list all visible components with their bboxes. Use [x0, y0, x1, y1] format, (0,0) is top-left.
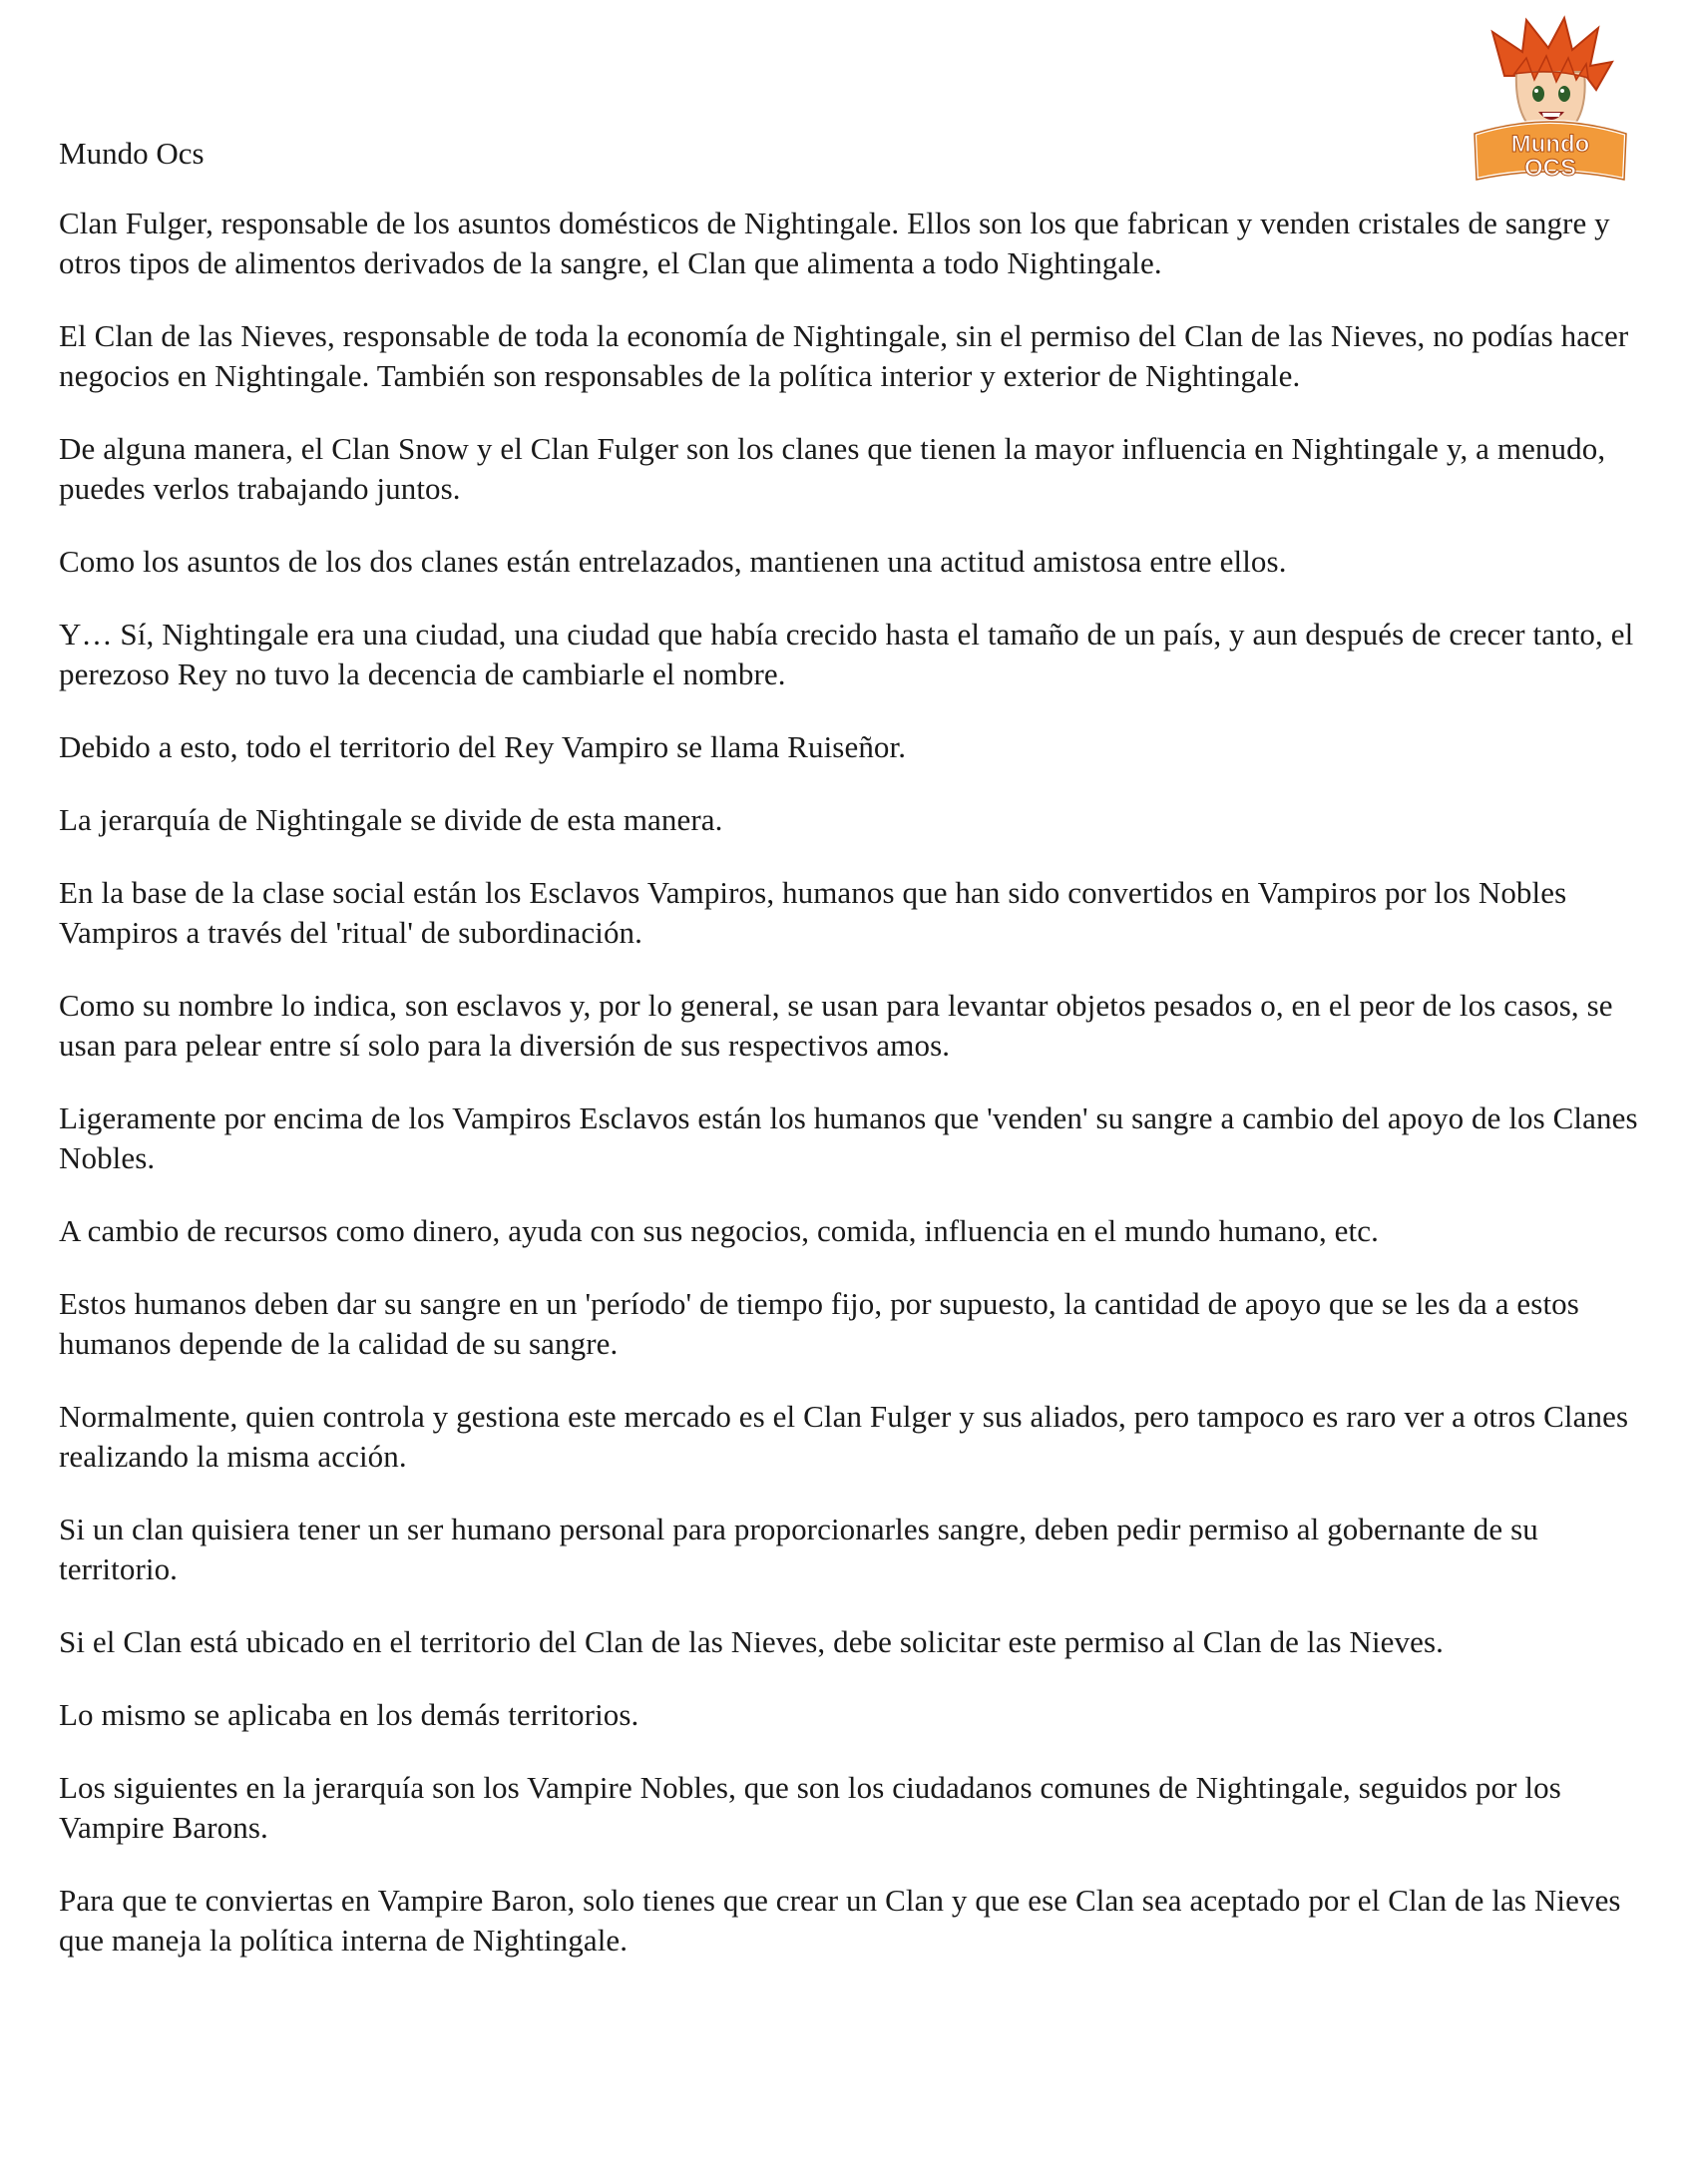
paragraph: Si un clan quisiera tener un ser humano personal para proporcionarles sangre, deben pedir permiso al gobernante de su territorio. — [59, 1512, 1538, 1586]
paragraph: Y… Sí, Nightingale era una ciudad, una ciudad que había crecido hasta el tamaño de un país, y aun después de crecer tanto, el perezoso Rey no tuvo la decencia de cambiarle el nombre. — [59, 617, 1634, 691]
svg-text:Mundo: Mundo — [1510, 131, 1590, 158]
paragraph: A cambio de recursos como dinero, ayuda con sus negocios, comida, influencia en el mundo humano, etc. — [59, 1213, 1379, 1248]
paragraph: El Clan de las Nieves, responsable de toda la economía de Nightingale, sin el permiso del Clan de las Nieves, no podías hacer negocios en Nightingale. También son responsables de la política interior y exterior de Nightingale. — [59, 318, 1629, 393]
mundo-ocs-logo — [1465, 14, 1634, 184]
paragraph: Estos humanos deben dar su sangre en un 'período' de tiempo fijo, por supuesto, la cantidad de apoyo que se les da a estos humanos depende de la calidad de su sangre. — [59, 1286, 1579, 1361]
paragraph: Normalmente, quien controla y gestiona este mercado es el Clan Fulger y sus aliados, pero tampoco es raro ver a otros Clanes realizando la misma acción. — [59, 1399, 1629, 1474]
paragraph: Los siguientes en la jerarquía son los Vampire Nobles, que son los ciudadanos comunes de Nightingale, seguidos por los Vampire Barons. — [59, 1770, 1561, 1845]
paragraph: Clan Fulger, responsable de los asuntos domésticos de Nightingale. Ellos son los que fabrican y venden cristales de sangre y otros tipos de alimentos derivados de la sangre, el Clan que alimenta a todo Nightingale. — [59, 206, 1610, 280]
paragraph: Ligeramente por encima de los Vampiros Esclavos están los humanos que 'venden' su sangre a cambio del apoyo de los Clanes Nobles. — [59, 1100, 1638, 1175]
paragraph: Para que te conviertas en Vampire Baron, solo tienes que crear un Clan y que ese Clan sea aceptado por el Clan de las Nieves que maneja la política interna de Nightingale. — [59, 1883, 1621, 1958]
paragraph: De alguna manera, el Clan Snow y el Clan Fulger son los clanes que tienen la mayor influencia en Nightingale y, a menudo, puedes verlos trabajando juntos. — [59, 431, 1606, 506]
paragraph: Lo mismo se aplicaba en los demás territorios. — [59, 1697, 639, 1732]
anime-character-logo-icon — [1465, 14, 1634, 184]
paragraph: Como los asuntos de los dos clanes están entrelazados, mantienen una actitud amistosa entre ellos. — [59, 544, 1287, 579]
paragraph: En la base de la clase social están los Esclavos Vampiros, humanos que han sido convertidos en Vampiros por los Nobles Vampiros a través del 'ritual' de subordinación. — [59, 875, 1567, 950]
paragraph: Como su nombre lo indica, son esclavos y, por lo general, se usan para levantar objetos pesados o, en el peor de los casos, se usan para pelear entre sí solo para la diversión de sus respectivos amos. — [59, 988, 1613, 1063]
document-body — [59, 204, 1647, 1993]
document-title: Mundo Ocs — [59, 136, 205, 171]
svg-text:OCS: OCS — [1523, 155, 1577, 182]
paragraph: Debido a esto, todo el territorio del Rey Vampiro se llama Ruiseñor. — [59, 729, 907, 764]
paragraph: Si el Clan está ubicado en el territorio del Clan de las Nieves, debe solicitar este permiso al Clan de las Nieves. — [59, 1624, 1445, 1659]
paragraph: La jerarquía de Nightingale se divide de esta manera. — [59, 802, 723, 837]
